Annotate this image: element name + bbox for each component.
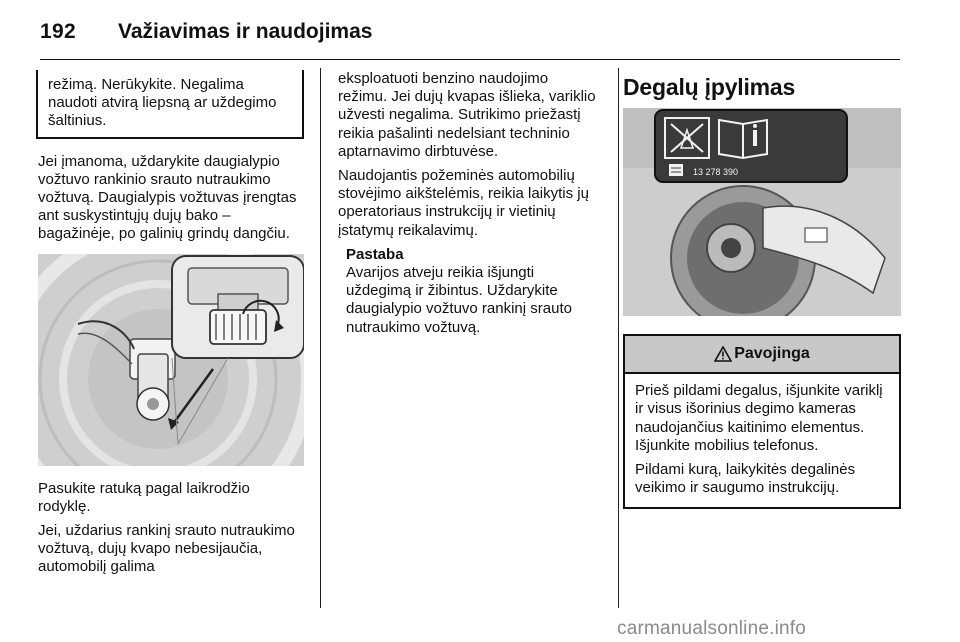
page-title: Važiavimas ir naudojimas: [118, 20, 373, 43]
danger-title: Pavojinga: [734, 345, 810, 363]
valve-illustration-svg: [38, 254, 304, 466]
paragraph-petrol-mode: eksploatuoti benzino naudojimo režimu. Jei dujų kvapas išlieka, variklio užvesti negalima. Sutrikimo priežastį reikia pašalinti nedelsiant techninio aptarnavimo dirbtuvėse.: [338, 70, 596, 160]
page-header: [40, 20, 900, 60]
note-text: Avarijos atveju reikia išjungti uždegimą ir žibintus. Uždarykite daugialypio vožtuvo rankinį srauto nutraukimo vožtuvą.: [346, 264, 572, 336]
warning-text: režimą. Nerūkykite. Negalima naudoti atvirą liepsną ar uždegimo šaltinius.: [48, 76, 277, 130]
fuel-flap-illustration: [623, 108, 901, 316]
note-block: [338, 246, 600, 337]
column-divider-right: [618, 68, 619, 608]
section-heading: Degalų įpylimas: [623, 74, 796, 100]
column-3: [623, 70, 903, 509]
column-2: [338, 70, 600, 337]
danger-paragraph-2: Pildami kurą, laikykitės degalinės veikimo ir saugumo instrukcijų.: [635, 461, 856, 497]
column-divider-left: [320, 68, 321, 608]
watermark: carmanualsonline.info: [617, 618, 807, 639]
danger-body: [625, 374, 899, 507]
header-rule: [40, 59, 900, 60]
note-title: Pastaba: [346, 245, 404, 263]
label-code: 13 278 390: [693, 167, 739, 178]
page-number: 192: [40, 20, 76, 43]
paragraph-valve-location: Jei įmanoma, uždarykite daugialypio vožtuvo rankinio srauto nutraukimo vožtuvą. Daugialypis vožtuvas įrengtas ant suskystintųjų dujų bako – bagažinėje, po galinių grindų dangčiu.: [38, 152, 297, 243]
danger-header: [625, 336, 899, 374]
danger-box: [623, 334, 901, 509]
paragraph-after-closing: Jei, uždarius rankinį srauto nutraukimo vožtuvą, dujų kvapo nebesijaučia, automobilį galima: [38, 522, 295, 576]
warning-triangle-icon: [714, 346, 732, 362]
valve-illustration: [38, 254, 304, 466]
fuel-flap-illustration-svg: [623, 108, 901, 316]
danger-paragraph-1: Prieš pildami degalus, išjunkite variklį ir visus išorinius degimo kameras naudojančius kaitinimo elementus. Išjunkite mobilius telefonus.: [635, 382, 883, 454]
paragraph-turn-knob: Pasukite ratuką pagal laikrodžio rodyklę.: [38, 479, 250, 515]
paragraph-underground-parking: Naudojantis požeminės automobilių stovėjimo aikštelėmis, reikia laikytis jų operatoriaus instrukcijų ir vietinių įstatymų reikalavimų.: [338, 167, 589, 239]
warning-continuation-box: [36, 70, 304, 139]
column-1: [38, 70, 304, 583]
